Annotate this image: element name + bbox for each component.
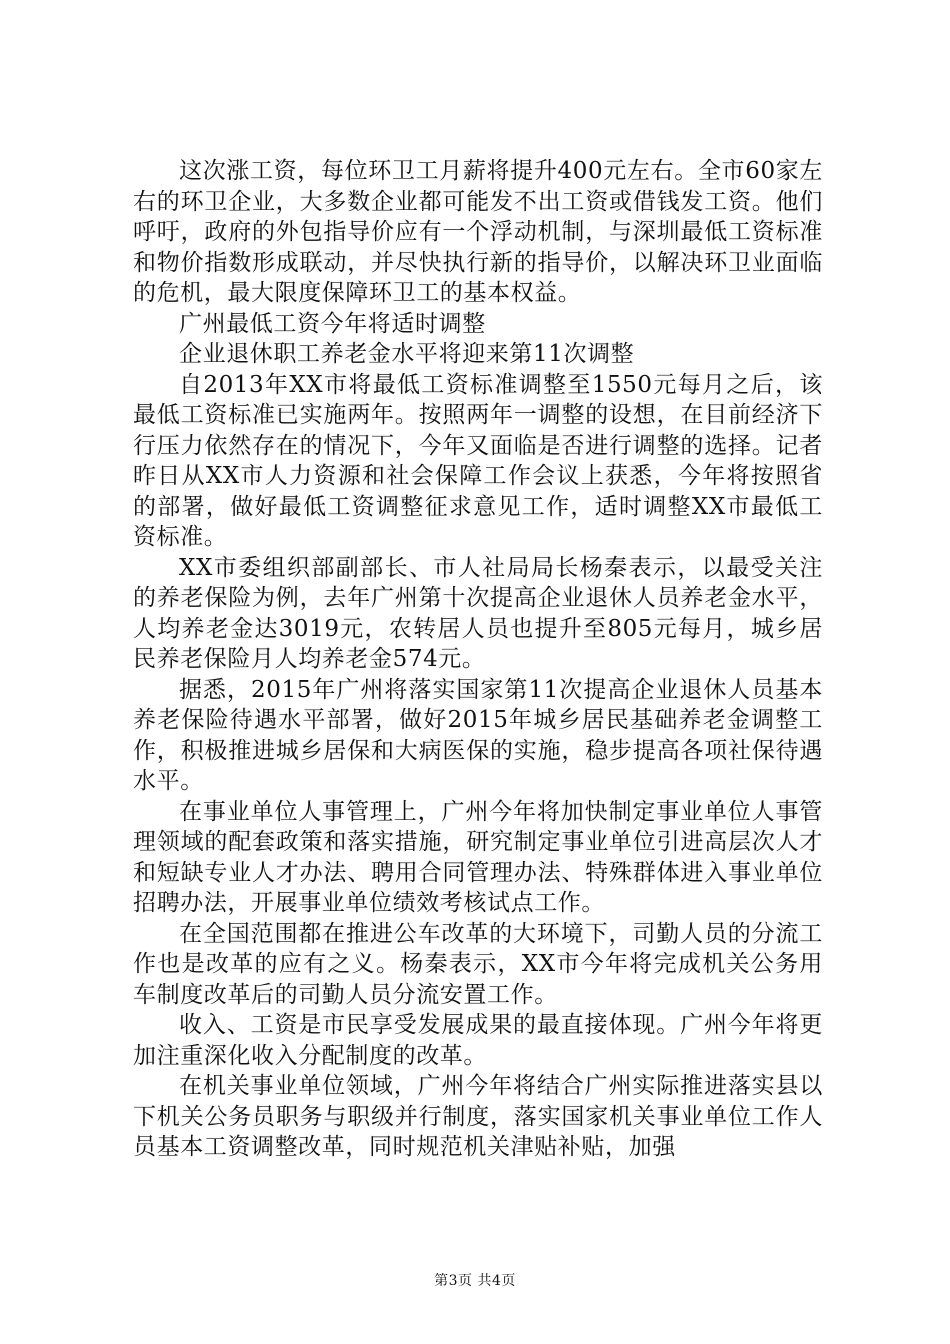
page-footer: 第3页 共4页: [434, 1273, 516, 1289]
heading-pension-adjustment: 企业退休职工养老金水平将迎来第11次调整: [179, 341, 635, 367]
paragraph-pension-insurance: XX市委组织部副部长、市人社局局长杨秦表示，以最受关注的养老保险为例，去年广州第十次提高企业退休人员养老金水平，人均养老金达3019元，农转居人员也提升至805元每月，城乡居民养老保险月人均养老金574元。: [133, 554, 823, 672]
paragraph-official-car-reform: 在全国范围都在推进公车改革的大环境下，司勤人员的分流工作也是改革的应有之义。杨秦表示，XX市今年将完成机关公务用车制度改革后的司勤人员分流安置工作。: [133, 920, 823, 1008]
paragraph-minimum-wage-standard: 自2013年XX市将最低工资标准调整至1550元每月之后，该最低工资标准已实施两年。按照两年一调整的设想，在目前经济下行压力依然存在的情况下，今年又面临是否进行调整的选择。记者昨日从XX市人力资源和社会保障工作会议上获悉，今年将按照省的部署，做好最低工资调整征求意见工作，适时调整XX市最低工资标准。: [133, 371, 823, 550]
paragraph-2015-pension-plan: 据悉，2015年广州将落实国家第11次提高企业退休人员基本养老保险待遇水平部署，做好2015年城乡居民基础养老金调整工作，积极推进城乡居保和大病医保的实施，稳步提高各项社保待遇水平。: [133, 676, 823, 794]
paragraph-sanitation-wages: 这次涨工资，每位环卫工月薪将提升400元左右。全市60家左右的环卫企业，大多数企业都可能发不出工资或借钱发工资。他们呼吁，政府的外包指导价应有一个浮动机制，与深圳最低工资标准和物价指数形成联动，并尽快执行新的指导价，以解决环卫业面临的危机，最大限度保障环卫工的基本权益。: [133, 158, 823, 306]
paragraph-civil-service-salary: 在机关事业单位领域，广州今年将结合广州实际推进落实县以下机关公务员职务与职级并行制度，落实国家机关事业单位工作人员基本工资调整改革，同时规范机关津贴补贴，加强: [133, 1073, 823, 1160]
paragraph-public-institution-hr: 在事业单位人事管理上，广州今年将加快制定事业单位人事管理领域的配套政策和落实措施，研究制定事业单位引进高层次人才和短缺专业人才办法、聘用合同管理办法、特殊群体进入事业单位招聘办法，开展事业单位绩效考核试点工作。: [133, 798, 823, 916]
heading-guangzhou-minimum-wage: 广州最低工资今年将适时调整: [179, 310, 486, 337]
paragraph-income-distribution: 收入、工资是市民享受发展成果的最直接体现。广州今年将更加注重深化收入分配制度的改革。: [133, 1012, 823, 1069]
document-body: [133, 156, 823, 1163]
